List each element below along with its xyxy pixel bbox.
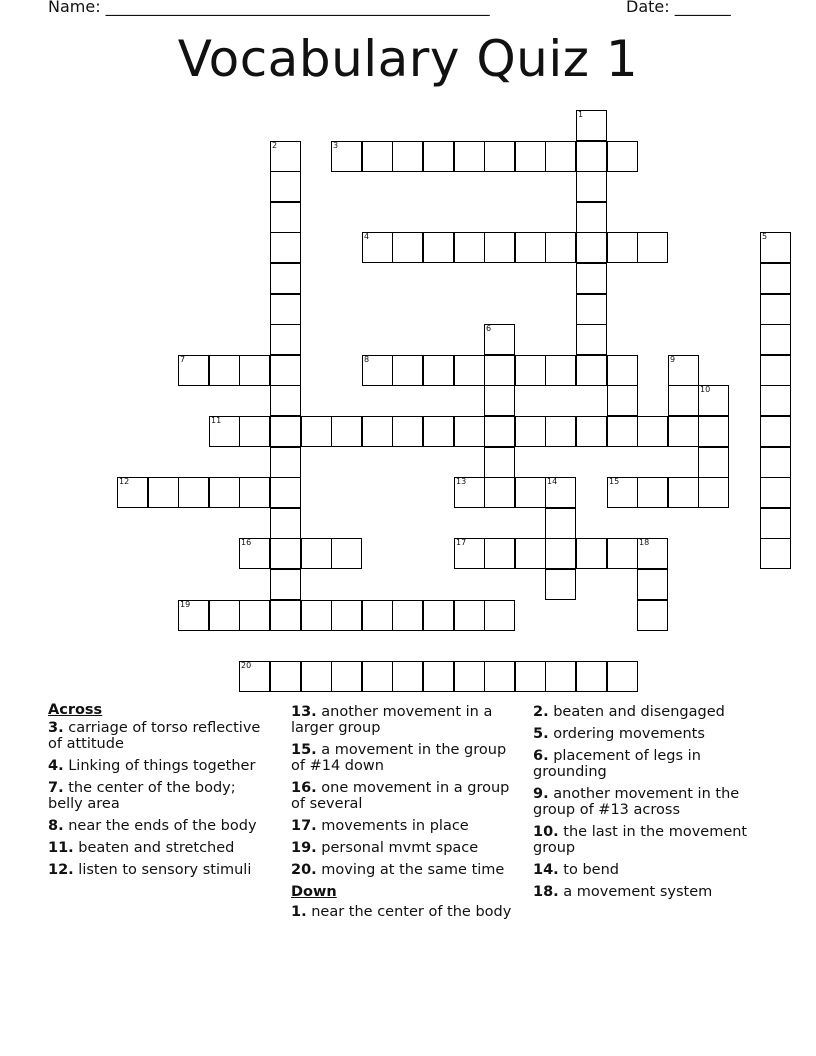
- grid-cell[interactable]: [607, 385, 638, 416]
- grid-cell[interactable]: [484, 447, 515, 478]
- grid-cell[interactable]: [545, 141, 576, 172]
- grid-cell[interactable]: [576, 141, 607, 172]
- grid-cell[interactable]: [760, 477, 791, 508]
- across-clue: [48, 818, 273, 834]
- grid-cell[interactable]: [270, 600, 301, 631]
- grid-cell[interactable]: [607, 232, 638, 263]
- clue-number: 14: [547, 477, 558, 486]
- grid-cell[interactable]: [576, 416, 607, 447]
- clue-num: 17.: [291, 818, 317, 834]
- grid-cell[interactable]: [270, 141, 301, 172]
- clue-text: to bend: [563, 862, 619, 878]
- grid-cell[interactable]: [576, 110, 607, 141]
- grid-cell[interactable]: [270, 569, 301, 600]
- grid-cell[interactable]: [454, 416, 485, 447]
- clue-text: beaten and disengaged: [553, 704, 725, 720]
- grid-cell[interactable]: [698, 385, 729, 416]
- clue-text: Linking of things together: [68, 758, 256, 774]
- grid-cell[interactable]: [760, 355, 791, 386]
- clue-text: beaten and stretched: [78, 840, 235, 856]
- grid-cell[interactable]: [178, 477, 209, 508]
- grid-cell[interactable]: [454, 661, 485, 692]
- clue-text: a movement system: [563, 884, 713, 900]
- grid-cell[interactable]: [607, 355, 638, 386]
- grid-cell[interactable]: [484, 661, 515, 692]
- grid-cell[interactable]: [515, 661, 546, 692]
- grid-cell[interactable]: [637, 232, 668, 263]
- grid-cell[interactable]: [545, 538, 576, 569]
- grid-cell[interactable]: [331, 661, 362, 692]
- grid-cell[interactable]: [637, 477, 668, 508]
- across-clue: [291, 840, 519, 856]
- grid-cell[interactable]: [545, 661, 576, 692]
- clue-text: placement of legs in grounding: [533, 748, 701, 780]
- clue-num: 11.: [48, 840, 74, 856]
- grid-cell[interactable]: [637, 538, 668, 569]
- grid-cell[interactable]: [392, 232, 423, 263]
- clue-num: 1.: [291, 904, 307, 920]
- grid-cell[interactable]: [515, 232, 546, 263]
- clue-number: 7: [180, 355, 186, 364]
- clue-num: 8.: [48, 818, 64, 834]
- clue-number: 3: [333, 141, 339, 150]
- grid-cell[interactable]: [331, 141, 362, 172]
- grid-cell[interactable]: [760, 324, 791, 355]
- down-clue: [533, 862, 753, 878]
- grid-cell[interactable]: [239, 477, 270, 508]
- clue-number: 5: [762, 232, 768, 241]
- grid-cell[interactable]: [301, 538, 332, 569]
- page-title: Vocabulary Quiz 1: [177, 30, 639, 88]
- grid-cell[interactable]: [607, 477, 638, 508]
- clue-number: 11: [211, 416, 222, 425]
- clue-number: 2: [272, 141, 278, 150]
- clue-num: 13.: [291, 704, 317, 720]
- clue-num: 12.: [48, 862, 74, 878]
- grid-cell[interactable]: [178, 355, 209, 386]
- clue-text: another movement in the group of #13 across: [533, 786, 740, 818]
- clues-column-1: [48, 702, 273, 884]
- grid-cell[interactable]: [270, 447, 301, 478]
- grid-cell[interactable]: [760, 232, 791, 263]
- clue-num: 4.: [48, 758, 64, 774]
- down-clue: [533, 748, 753, 780]
- grid-cell[interactable]: [545, 569, 576, 600]
- grid-cell[interactable]: [178, 600, 209, 631]
- grid-cell[interactable]: [576, 263, 607, 294]
- grid-cell[interactable]: [423, 232, 454, 263]
- grid-cell[interactable]: [362, 661, 393, 692]
- grid-cell[interactable]: [148, 477, 179, 508]
- clue-num: 16.: [291, 780, 317, 796]
- grid-cell[interactable]: [760, 538, 791, 569]
- clue-num: 5.: [533, 726, 549, 742]
- grid-cell[interactable]: [239, 355, 270, 386]
- grid-cell[interactable]: [515, 538, 546, 569]
- grid-cell[interactable]: [637, 569, 668, 600]
- across-clue: [291, 704, 519, 736]
- down-heading: Down: [291, 884, 337, 900]
- clue-num: 3.: [48, 720, 64, 736]
- grid-cell[interactable]: [668, 477, 699, 508]
- across-clue: [291, 862, 519, 878]
- clue-text: near the center of the body: [311, 904, 512, 920]
- grid-cell[interactable]: [484, 355, 515, 386]
- clue-text: another movement in a larger group: [291, 704, 493, 736]
- grid-cell[interactable]: [576, 355, 607, 386]
- down-clue: [533, 726, 753, 742]
- grid-cell[interactable]: [454, 477, 485, 508]
- grid-cell[interactable]: [576, 324, 607, 355]
- clue-num: 19.: [291, 840, 317, 856]
- grid-cell[interactable]: [270, 661, 301, 692]
- grid-cell[interactable]: [760, 416, 791, 447]
- grid-cell[interactable]: [484, 600, 515, 631]
- clue-number: 1: [578, 110, 584, 119]
- grid-cell[interactable]: [423, 661, 454, 692]
- grid-cell[interactable]: [270, 538, 301, 569]
- grid-cell[interactable]: [209, 477, 240, 508]
- grid-cell[interactable]: [270, 508, 301, 539]
- grid-cell[interactable]: [668, 355, 699, 386]
- grid-cell[interactable]: [637, 416, 668, 447]
- across-clue: [48, 780, 273, 812]
- across-clue: [291, 742, 519, 774]
- grid-cell[interactable]: [760, 385, 791, 416]
- grid-cell[interactable]: [484, 324, 515, 355]
- across-clue: [291, 818, 519, 834]
- clue-number: 6: [486, 324, 492, 333]
- grid-cell[interactable]: [423, 416, 454, 447]
- grid-cell[interactable]: [362, 355, 393, 386]
- grid-cell[interactable]: [637, 600, 668, 631]
- clue-num: 10.: [533, 824, 559, 840]
- grid-cell[interactable]: [576, 202, 607, 233]
- clue-text: movements in place: [321, 818, 469, 834]
- clue-num: 2.: [533, 704, 549, 720]
- grid-cell[interactable]: [270, 324, 301, 355]
- grid-cell[interactable]: [392, 355, 423, 386]
- grid-cell[interactable]: [484, 477, 515, 508]
- grid-cell[interactable]: [576, 538, 607, 569]
- grid-cell[interactable]: [454, 538, 485, 569]
- across-clue: [48, 720, 273, 752]
- grid-cell[interactable]: [760, 447, 791, 478]
- across-clue: [48, 862, 273, 878]
- grid-cell[interactable]: [576, 294, 607, 325]
- clue-number: 8: [364, 355, 370, 364]
- grid-cell[interactable]: [668, 385, 699, 416]
- grid-cell[interactable]: [423, 141, 454, 172]
- grid-cell[interactable]: [484, 141, 515, 172]
- grid-cell[interactable]: [209, 355, 240, 386]
- clue-text: a movement in the group of #14 down: [291, 742, 507, 774]
- grid-cell[interactable]: [760, 294, 791, 325]
- grid-cell[interactable]: [545, 416, 576, 447]
- grid-cell[interactable]: [270, 477, 301, 508]
- clue-number: 19: [180, 600, 191, 609]
- grid-cell[interactable]: [484, 416, 515, 447]
- clue-num: 9.: [533, 786, 549, 802]
- grid-cell[interactable]: [331, 538, 362, 569]
- across-clue: [291, 780, 519, 812]
- grid-cell[interactable]: [392, 141, 423, 172]
- down-clue: [533, 704, 753, 720]
- grid-cell[interactable]: [270, 355, 301, 386]
- clue-num: 6.: [533, 748, 549, 764]
- grid-cell[interactable]: [545, 232, 576, 263]
- grid-cell[interactable]: [698, 416, 729, 447]
- clue-text: the center of the body; belly area: [48, 780, 236, 812]
- grid-cell[interactable]: [454, 355, 485, 386]
- grid-cell[interactable]: [760, 508, 791, 539]
- clue-number: 15: [609, 477, 620, 486]
- clue-text: moving at the same time: [321, 862, 505, 878]
- grid-cell[interactable]: [668, 416, 699, 447]
- across-clue: [48, 758, 273, 774]
- grid-cell[interactable]: [117, 477, 148, 508]
- clue-text: one movement in a group of several: [291, 780, 510, 812]
- grid-cell[interactable]: [301, 600, 332, 631]
- across-heading: Across: [48, 702, 103, 718]
- grid-cell[interactable]: [239, 661, 270, 692]
- clue-num: 14.: [533, 862, 559, 878]
- clues-column-2: [291, 704, 519, 926]
- grid-cell[interactable]: [698, 477, 729, 508]
- grid-cell[interactable]: [270, 385, 301, 416]
- down-clue: [533, 824, 753, 856]
- clue-number: 10: [700, 385, 711, 394]
- grid-cell[interactable]: [545, 355, 576, 386]
- grid-cell[interactable]: [392, 416, 423, 447]
- grid-cell[interactable]: [209, 416, 240, 447]
- clue-num: 18.: [533, 884, 559, 900]
- grid-cell[interactable]: [423, 355, 454, 386]
- grid-cell[interactable]: [484, 232, 515, 263]
- grid-cell[interactable]: [607, 416, 638, 447]
- clue-text: near the ends of the body: [68, 818, 257, 834]
- grid-cell[interactable]: [484, 385, 515, 416]
- grid-cell[interactable]: [331, 600, 362, 631]
- grid-cell[interactable]: [270, 232, 301, 263]
- clue-num: 15.: [291, 742, 317, 758]
- grid-cell[interactable]: [454, 600, 485, 631]
- clues-column-3: [533, 704, 753, 906]
- grid-cell[interactable]: [362, 232, 393, 263]
- clue-text: personal mvmt space: [321, 840, 479, 856]
- clue-number: 18: [639, 538, 650, 547]
- grid-cell[interactable]: [270, 416, 301, 447]
- grid-cell[interactable]: [576, 661, 607, 692]
- grid-cell[interactable]: [760, 263, 791, 294]
- across-clue: [48, 840, 273, 856]
- clue-number: 9: [670, 355, 676, 364]
- down-clue: [533, 884, 753, 900]
- grid-cell[interactable]: [362, 141, 393, 172]
- clue-number: 12: [119, 477, 130, 486]
- grid-cell[interactable]: [239, 600, 270, 631]
- clue-number: 17: [456, 538, 467, 547]
- grid-cell[interactable]: [515, 477, 546, 508]
- grid-cell[interactable]: [270, 294, 301, 325]
- grid-cell[interactable]: [270, 263, 301, 294]
- grid-cell[interactable]: [301, 416, 332, 447]
- down-clue: [533, 786, 753, 818]
- grid-cell[interactable]: [331, 416, 362, 447]
- clue-number: 4: [364, 232, 370, 241]
- grid-cell[interactable]: [515, 416, 546, 447]
- grid-cell[interactable]: [545, 508, 576, 539]
- clue-text: carriage of torso reflective of attitude: [48, 720, 261, 752]
- grid-cell[interactable]: [301, 661, 332, 692]
- grid-cell[interactable]: [423, 600, 454, 631]
- down-clue: [291, 904, 519, 920]
- clue-number: 16: [241, 538, 252, 547]
- grid-cell[interactable]: [484, 538, 515, 569]
- clue-text: ordering movements: [553, 726, 705, 742]
- grid-cell[interactable]: [454, 232, 485, 263]
- clue-text: listen to sensory stimuli: [78, 862, 252, 878]
- clue-num: 20.: [291, 862, 317, 878]
- name-field-label: Name: ________________________________________________: [48, 0, 490, 16]
- clue-number: 13: [456, 477, 467, 486]
- clue-number: 20: [241, 661, 252, 670]
- clue-text: the last in the movement group: [533, 824, 748, 856]
- grid-cell[interactable]: [576, 232, 607, 263]
- grid-cell[interactable]: [239, 416, 270, 447]
- grid-cell[interactable]: [454, 141, 485, 172]
- grid-cell[interactable]: [362, 600, 393, 631]
- grid-cell[interactable]: [392, 600, 423, 631]
- grid-cell[interactable]: [607, 538, 638, 569]
- grid-cell[interactable]: [270, 202, 301, 233]
- grid-cell[interactable]: [607, 661, 638, 692]
- grid-cell[interactable]: [270, 171, 301, 202]
- grid-cell[interactable]: [607, 141, 638, 172]
- clue-num: 7.: [48, 780, 64, 796]
- grid-cell[interactable]: [545, 477, 576, 508]
- grid-cell[interactable]: [392, 661, 423, 692]
- grid-cell[interactable]: [239, 538, 270, 569]
- date-field-label: Date: _______: [626, 0, 731, 16]
- grid-cell[interactable]: [209, 600, 240, 631]
- grid-cell[interactable]: [576, 171, 607, 202]
- grid-cell[interactable]: [698, 447, 729, 478]
- grid-cell[interactable]: [515, 141, 546, 172]
- grid-cell[interactable]: [515, 355, 546, 386]
- grid-cell[interactable]: [362, 416, 393, 447]
